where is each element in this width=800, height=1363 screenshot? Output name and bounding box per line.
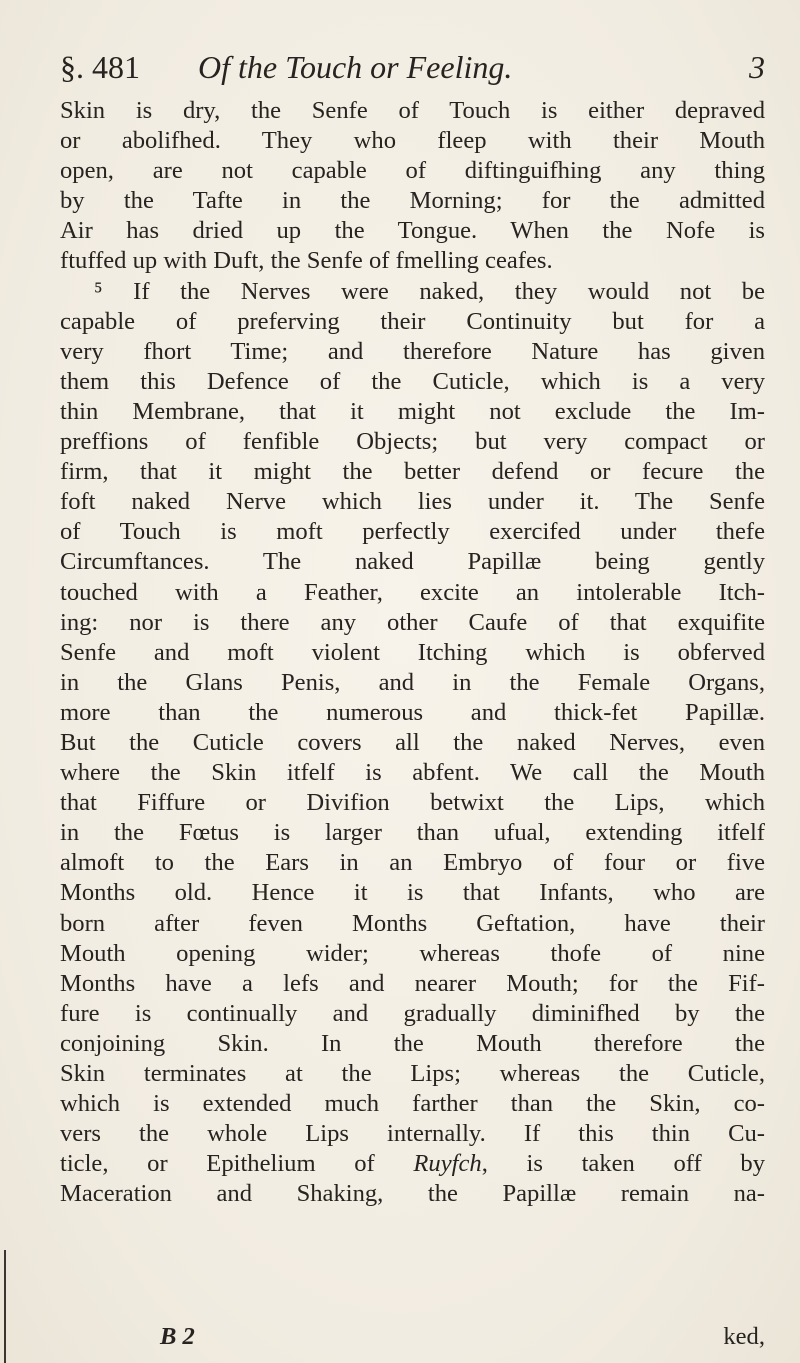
text-line: by the Tafte in the Morning; for the admitted	[60, 187, 765, 215]
text-line: vers the whole Lips internally. If this thin Cu-	[60, 1120, 765, 1148]
signature-mark: B 2	[160, 1323, 195, 1350]
text-line: ticle, or Epithelium of Ruyfch, is taken off by	[60, 1150, 765, 1178]
text-line: them this Defence of the Cuticle, which is a very	[60, 367, 765, 395]
page-footer	[60, 1322, 765, 1352]
author-name: Ruyfch	[413, 1150, 482, 1178]
text-line: more than the numerous and thick-fet Papillæ.	[60, 698, 765, 726]
text-line: in the Glans Penis, and in the Female Organs,	[60, 668, 765, 696]
text-line: capable of preferving their Continuity but for a	[60, 307, 765, 335]
text-line: ⁵ If the Nerves were naked, they would not be	[94, 277, 765, 305]
text-line: Circumftances. The naked Papillæ being gently	[60, 548, 765, 576]
text-line: Mouth opening wider; whereas thofe of nine	[60, 939, 765, 967]
gutter-edge-line	[4, 1250, 6, 1363]
running-header	[60, 42, 765, 92]
text-line: very fhort Time; and therefore Nature has given	[60, 337, 765, 365]
running-title: Of the Touch or Feeling.	[198, 49, 513, 85]
text-line: conjoining Skin. In the Mouth therefore the	[60, 1029, 765, 1057]
text-line: that Fiffure or Divifion betwixt the Lips, which	[60, 789, 765, 817]
text-line: of Touch is moft perfectly exercifed under thefe	[60, 518, 765, 546]
body-text	[60, 96, 765, 1209]
text-line: firm, that it might the better defend or fecure the	[60, 458, 765, 486]
text-line: touched with a Feather, excite an intolerable Itch-	[60, 578, 765, 606]
catchword: ked,	[723, 1323, 765, 1350]
text-line: almoft to the Ears in an Embryo of four or five	[60, 849, 765, 877]
text-line: Skin terminates at the Lips; whereas the Cuticle,	[60, 1060, 765, 1087]
text-line: ftuffed up with Duft, the Senfe of fmelling ceafes.	[60, 247, 553, 275]
text-line: But the Cuticle covers all the naked Nerves, even	[60, 728, 765, 756]
text-line: Months have a lefs and nearer Mouth; for the Fif-	[60, 969, 765, 997]
text-line: in the Fœtus is larger than ufual, extending itfelf	[60, 819, 765, 847]
page-number: 3	[749, 49, 765, 85]
text-line: ing: nor is there any other Caufe of that exquifite	[60, 608, 765, 636]
text-line: thin Membrane, that it might not exclude the Im-	[60, 397, 765, 425]
text-line: fure is continually and gradually diminifhed by the	[60, 999, 765, 1027]
text-line: preffions of fenfible Objects; but very compact or	[60, 428, 765, 456]
text-line: Maceration and Shaking, the Papillæ remain na-	[60, 1180, 765, 1208]
section-number: §. 481	[60, 49, 140, 85]
text-line: Air has dried up the Tongue. When the Nofe is	[60, 217, 765, 245]
text-line: or abolifhed. They who fleep with their Mouth	[60, 127, 765, 155]
text-line: which is extended much farther than the Skin, co-	[60, 1090, 765, 1118]
text-line: Skin is dry, the Senfe of Touch is either depraved	[60, 97, 765, 124]
text-line: born after feven Months Geftation, have their	[60, 909, 765, 937]
text-line: Senfe and moft violent Itching which is obferved	[60, 638, 765, 666]
text-line: Months old. Hence it is that Infants, who are	[60, 879, 765, 907]
text-line: foft naked Nerve which lies under it. The Senfe	[60, 488, 765, 516]
text-line: where the Skin itfelf is abfent. We call the Mouth	[60, 759, 765, 787]
text-line: open, are not capable of diftinguifhing any thing	[60, 157, 765, 185]
